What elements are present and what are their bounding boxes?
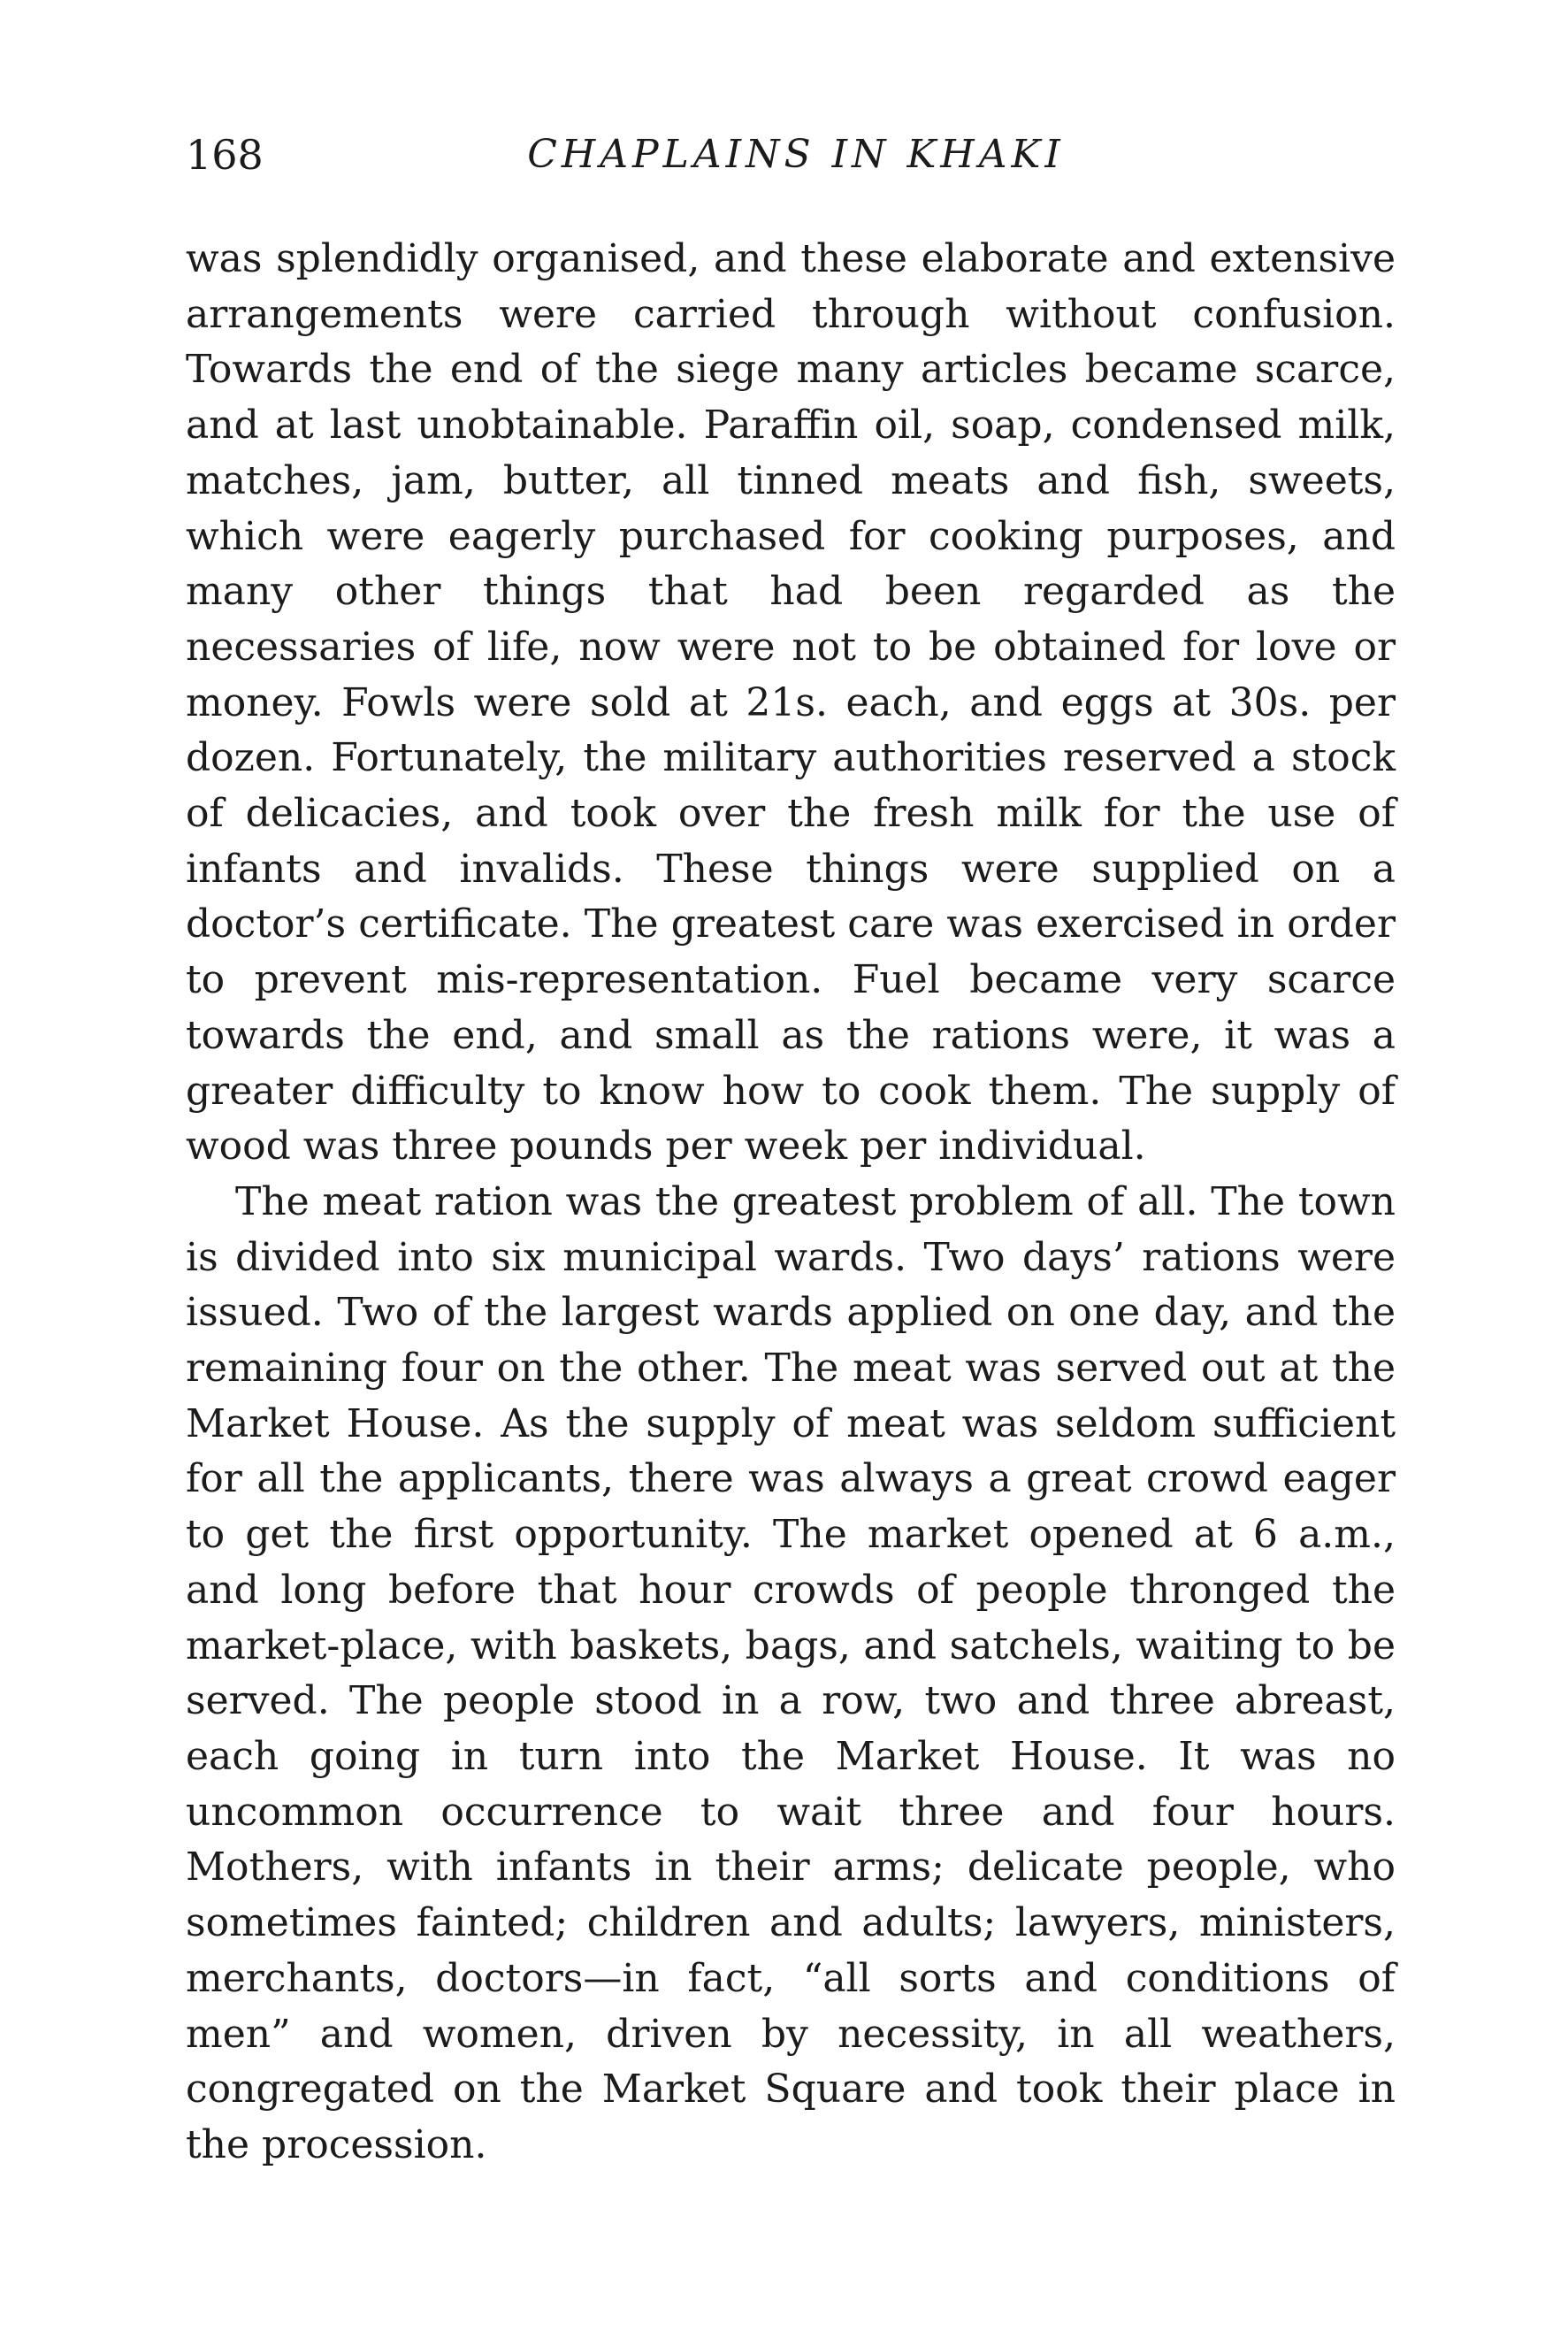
running-title: CHAPLAINS IN KHAKI	[527, 132, 1065, 177]
paragraph-meat-ration: The meat ration was the greatest problem of all. The town is divided into six municipal wards. Two days’ rations were issued. Two of the largest wards applied on one day, and the remaining four on the other. The meat was served out at the Market House. As the supply of meat was seldom sufficient for all the applicants, there was always a great crowd eager to get the first opportunity. The market opened at 6 a.m., and long before that hour crowds of people thronged the market-place, with baskets, bags, and satchels, waiting to be served. The people stood in a row, two and three abreast, each going in turn into the Market House. It was no uncommon occurrence to wait three and four hours. Mothers, with infants in their arms; delicate people, who sometimes fainted; children and adults; lawyers, ministers, merchants, doctors—in fact, “all sorts and conditions of men” and women, driven by necessity, in all weathers, congregated on the Market Square and took their place in the procession.	[186, 1178, 1396, 2167]
body-text	[186, 232, 1396, 2174]
paragraph-continued: was splendidly organised, and these elaborate and extensive arrangements were carried through without confusion. Towards the end of the siege many articles became scarce, and at last unobtainable. Paraffin oil, soap, condensed milk, matches, jam, butter, all tinned meats and fish, sweets, which were eagerly purchased for cooking purposes, and many other things that had been regarded as the necessaries of life, now were not to be obtained for love or money. Fowls were sold at 21s. each, and eggs at 30s. per dozen. Fortunately, the military authorities reserved a stock of delicacies, and took over the fresh milk for the use of infants and invalids. These things were supplied on a doctor’s certificate. The greatest care was exercised in order to prevent mis-representation. Fuel became very scarce towards the end, and small as the rations were, it was a greater difficulty to know how to cook them. The supply of wood was three pounds per week per individual.	[186, 236, 1396, 1170]
page-number: 168	[186, 131, 264, 179]
running-head	[186, 124, 1406, 186]
